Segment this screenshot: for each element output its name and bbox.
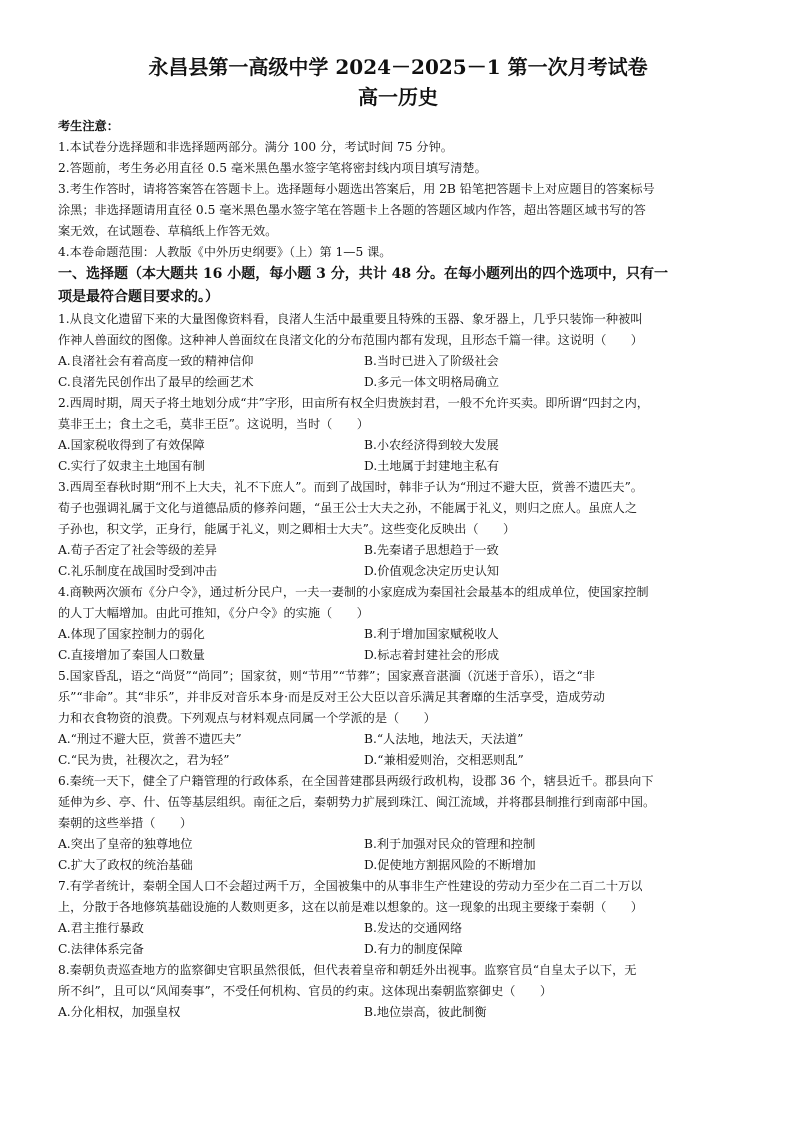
- answer-option[interactable]: A.荀子否定了社会等级的差异: [58, 543, 217, 557]
- question-stem: 3.西周至春秋时期“刑不上大夫，礼不下庶人”。而到了战国时，韩非子认为“刑过不避大臣，赏善不遗匹夫”。: [58, 480, 643, 494]
- question-7: [58, 876, 738, 960]
- answer-option[interactable]: C.礼乐制度在战国时受到冲击: [58, 564, 218, 578]
- options-grid: [58, 834, 738, 876]
- question-3: [58, 477, 738, 582]
- notice-line: 4.本卷命题范围：人教版《中外历史纲要》（上）第 1—5 课。: [58, 245, 392, 259]
- answer-option[interactable]: A.“刑过不避大臣，赏善不遗匹夫”: [58, 732, 242, 746]
- question-stem: 作神人兽面纹的图像。这种神人兽面纹在良渚文化的分布范围内都有发现，且形态千篇一律。这说明（ ）: [58, 333, 643, 347]
- options-grid: [58, 540, 738, 582]
- question-stem: 乐”“非命”。其“非乐”，并非反对音乐本身·而是反对王公大臣以音乐满足其奢靡的生活享受，造成劳动: [58, 690, 605, 704]
- section-heading: 项是最符合题目要求的。）: [58, 289, 219, 305]
- notice-line: 案无效，在试题卷、草稿纸上作答无效。: [58, 224, 278, 238]
- options-grid: [58, 1002, 738, 1023]
- question-stem: 荀子也强调礼属于文化与道德品质的修养问题，“虽王公士大夫之孙，不能属于礼义，则归之庶人。虽庶人之: [58, 501, 638, 515]
- question-list: [58, 309, 738, 1023]
- answer-option[interactable]: D.标志着封建社会的形成: [364, 648, 500, 662]
- answer-option[interactable]: C.直接增加了秦国人口数量: [58, 648, 205, 662]
- notice-line: 3.考生作答时，请将答案答在答题卡上。选择题每小题选出答案后，用 2B 铅笔把答题卡上对应题目的答案标号: [58, 182, 655, 196]
- question-stem: 8.秦朝负责巡查地方的监察御史官职虽然很低，但代表着皇帝和朝廷外出视事。监察官员“自皇太子以下，无: [58, 963, 637, 977]
- answer-option[interactable]: C.良渚先民创作出了最早的绘画艺术: [58, 375, 254, 389]
- options-grid: [58, 729, 738, 771]
- answer-option[interactable]: B.当时已进入了阶级社会: [364, 354, 499, 368]
- question-8: [58, 960, 738, 1023]
- question-stem: 4.商鞅两次颁布《分户令》，通过析分民户，一夫一妻制的小家庭成为秦国社会最基本的组成单位，使国家控制: [58, 585, 649, 599]
- answer-option[interactable]: C.法律体系完备: [58, 942, 144, 956]
- answer-option[interactable]: D.价值观念决定历史认知: [364, 564, 500, 578]
- answer-option[interactable]: C.扩大了政权的统治基础: [58, 858, 193, 872]
- question-stem: 2.西周时期，周天子将土地划分成“井”字形，田亩所有权全归贵族封君，一般不允许买卖。即所谓“四封之内，: [58, 396, 649, 410]
- notice-line: 涂黑；非选择题请用直径 0.5 毫米黑色墨水签字笔在答题卡上各题的答题区域内作答，超出答题区域书写的答: [58, 203, 646, 217]
- exam-subject: 高一历史: [358, 85, 438, 109]
- answer-option[interactable]: C.“民为贵，社稷次之，君为轻”: [58, 753, 230, 767]
- answer-option[interactable]: A.良渚社会有着高度一致的精神信仰: [58, 354, 254, 368]
- answer-option[interactable]: D.土地属于封建地主私有: [364, 459, 500, 473]
- question-5: [58, 666, 738, 771]
- answer-option[interactable]: A.君主推行暴政: [58, 921, 144, 935]
- answer-option[interactable]: D.有力的制度保障: [364, 942, 463, 956]
- section-heading: 一、选择题（本大题共 16 小题，每小题 3 分，共计 48 分。在每小题列出的四个选项中，只有一: [58, 266, 668, 282]
- answer-option[interactable]: C.实行了奴隶主土地国有制: [58, 459, 205, 473]
- answer-option[interactable]: B.发达的交通网络: [364, 921, 463, 935]
- answer-option[interactable]: B.小农经济得到较大发展: [364, 438, 499, 452]
- answer-option[interactable]: B.先秦诸子思想趋于一致: [364, 543, 499, 557]
- answer-option[interactable]: D.多元一体文明格局确立: [364, 375, 500, 389]
- question-stem: 力和衣食物资的浪费。下列观点与材料观点同属一个学派的是（ ）: [58, 711, 436, 725]
- question-stem: 所不纠”，且可以“风闻奏事”，不受任何机构、官员的约束。这体现出秦朝监察御史（ ）: [58, 984, 553, 998]
- exam-title: 永昌县第一高级中学 2024－2025－1 第一次月考试卷: [148, 55, 648, 79]
- options-grid: [58, 624, 738, 666]
- question-4: [58, 582, 738, 666]
- answer-option[interactable]: D.促使地方割据风险的不断增加: [364, 858, 536, 872]
- question-stem: 的人丁大幅增加。由此可推知，《分户令》的实施（ ）: [58, 606, 369, 620]
- question-stem: 6.秦统一天下，健全了户籍管理的行政体系，在全国普建郡县两级行政机构，设郡 36 个，辖县近千。郡县向下: [58, 774, 654, 788]
- answer-option[interactable]: B.地位崇高，彼此制衡: [364, 1005, 487, 1019]
- notice-line: 1.本试卷分选择题和非选择题两部分。满分 100 分，考试时间 75 分钟。: [58, 140, 453, 154]
- question-stem: 子孙也，积文学，正身行，能属于礼义，则之卿相士大夫”。这些变化反映出（ ）: [58, 522, 516, 536]
- options-grid: [58, 435, 738, 477]
- answer-option[interactable]: B.“人法地，地法天，天法道”: [364, 732, 524, 746]
- answer-option[interactable]: D.“兼相爱则治，交相恶则乱”: [364, 753, 524, 767]
- question-1: [58, 309, 738, 393]
- answer-option[interactable]: A.体现了国家控制力的弱化: [58, 627, 205, 641]
- answer-option[interactable]: B.利于增加国家赋税收人: [364, 627, 499, 641]
- notice-heading: 考生注意：: [58, 119, 119, 133]
- answer-option[interactable]: A.分化相权，加强皇权: [58, 1005, 181, 1019]
- question-stem: 延伸为乡、亭、什、伍等基层组织。南征之后，秦朝势力扩展到珠江、闽江流域，并将郡县制推行到南部中国。: [58, 795, 656, 809]
- options-grid: [58, 918, 738, 960]
- answer-option[interactable]: A.国家税收得到了有效保障: [58, 438, 205, 452]
- question-stem: 上，分散于各地修筑基础设施的人数则更多，这在以前是难以想象的。这一现象的出现主要缘于秦朝（ ）: [58, 900, 643, 914]
- question-stem: 7.有学者统计，秦朝全国人口不会超过两千万，全国被集中的从事非生产性建设的劳动力至少在二百二十万以: [58, 879, 643, 893]
- question-6: [58, 771, 738, 876]
- question-stem: 5.国家昏乱，语之“尚贤”“尚同”；国家贫，则“节用”“节葬”；国家熹音湛湎（沉迷于音乐），语之“非: [58, 669, 595, 683]
- options-grid: [58, 351, 738, 393]
- answer-option[interactable]: B.利于加强对民众的管理和控制: [364, 837, 536, 851]
- question-stem: 1.从良文化遗留下来的大量图像资料看，良渚人生活中最重要且特殊的玉器、象牙器上，几乎只装饰一种被叫: [58, 312, 643, 326]
- question-stem: 莫非王土；食土之毛，莫非王臣”。这说明，当时（ ）: [58, 417, 369, 431]
- answer-option[interactable]: A.突出了皇帝的独尊地位: [58, 837, 193, 851]
- question-stem: 秦朝的这些举措（ ）: [58, 816, 193, 830]
- question-2: [58, 393, 738, 477]
- notice-line: 2.答题前，考生务必用直径 0.5 毫米黑色墨水签字笔将密封线内项目填写清楚。: [58, 161, 487, 175]
